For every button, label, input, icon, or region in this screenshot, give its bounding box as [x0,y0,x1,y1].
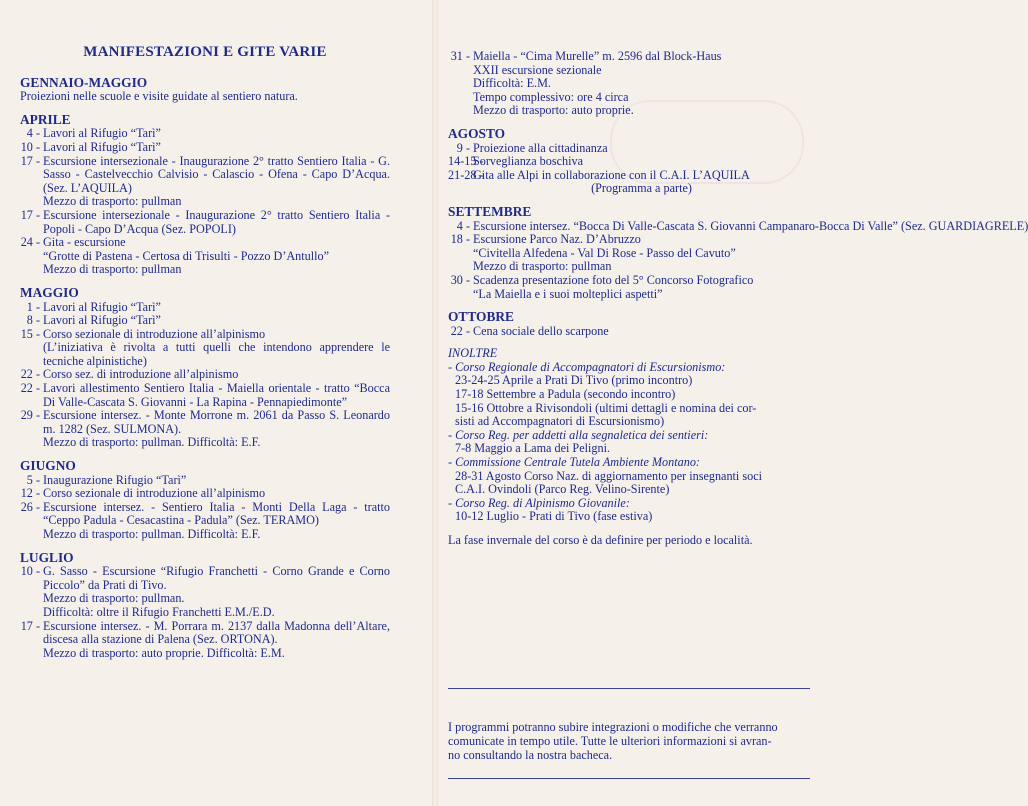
section-heading: AGOSTO [448,125,506,141]
event-line: “Civitella Alfedena - Val Di Rose - Passo del Cavuto” [473,245,736,260]
section-heading: APRILE [20,111,71,127]
event-line: “Grotte di Pastena - Certosa di Trisulti - Pozzo D’Antullo” [43,248,330,263]
event-line: Escursione Parco Naz. D’Abruzzo [473,232,641,247]
event-item [20,474,390,488]
event-date: 17 - [20,207,40,222]
event-line: Lavori allestimento Sentiero Italia - Maiella orientale - tratto “Bocca Di Valle-Cascata S. Giovanni - La Rapina - Pennapiedimonte” [43,381,390,409]
event-line: Cena sociale dello scarpone [473,323,609,338]
event-line: Inaugurazione Rifugio “Tarì” [43,472,187,487]
event-line: Difficoltà: oltre il Rifugio Franchetti E.M./E.D. [43,604,275,619]
left-column [20,46,390,669]
event-text [43,501,390,542]
event-text [43,368,390,382]
event-line: (Programma a parte) [591,181,692,196]
event-item [20,382,390,409]
event-line: Corso sez. di introduzione all’alpinismo [43,367,239,382]
event-item [20,155,390,209]
event-line: Lavori al Rifugio “Tarì” [43,139,161,154]
event-date: 4 - [456,218,470,233]
event-item [20,127,390,141]
event-item [20,209,390,236]
event-item [20,368,390,382]
event-text [43,328,390,369]
notice-line: comunicate in tempo utile. Tutte le ulteriori informazioni si avran- [448,734,772,748]
event-text [473,220,1028,234]
inoltre-item-line: sisti ad Accompagnatori di Escursionismo) [455,414,665,429]
event-line: Mezzo di trasporto: auto proprie. Difficoltà: E.M. [43,645,285,660]
event-line: Lavori al Rifugio “Tarì” [43,313,161,328]
event-text [43,565,390,619]
inoltre-item-line: 7-8 Maggio a Lama dei Peligni. [455,441,611,456]
event-text [473,155,810,169]
event-line: Gita - escursione [43,235,126,250]
section-heading: INOLTRE [448,346,498,361]
event-item [448,233,810,274]
inoltre-item-title: - Corso Reg. di Alpinismo Giovanile: [448,495,630,510]
section-gennaio-maggio [20,76,390,104]
section-inoltre [448,347,810,547]
event-date: 10 - [20,564,40,579]
event-line: (L’iniziativa è rivolta a tutti quelli che intendono apprendere le tecniche alpinistiche) [43,340,390,368]
event-text [43,127,390,141]
section-text: Proiezioni nelle scuole e visite guidate al sentiero natura. [20,89,298,104]
event-line: Lavori al Rifugio “Tarì” [43,299,161,314]
event-date: 22 - [20,381,40,396]
event-text [43,236,390,277]
event-line: Gita alle Alpi in collaborazione con il C.A.I. L’AQUILA [473,167,750,182]
event-line: G. Sasso - Escursione “Rifugio Franchetti - Corno Grande e Corno Piccolo” da Prati di Tivo. [43,564,390,592]
event-date: 12 - [20,486,40,501]
event-date: 10 - [20,139,40,154]
event-line: Mezzo di trasporto: pullman [43,262,182,277]
event-text [473,233,810,274]
event-line: Escursione intersezionale - Inaugurazione 2° tratto Sentiero Italia - Popoli - Capo D’Acqua (Sez. POPOLI) [43,207,390,236]
event-item [20,141,390,155]
event-item [448,274,810,301]
month-section [20,459,390,542]
page-fold [432,0,438,806]
event-line: Mezzo di trasporto: pullman. [43,591,185,606]
event-line: Escursione intersez. - M. Porrara m. 2137 dalla Madonna dell’Altare, discesa alla stazione di Palena (Sez. ORTONA). [43,618,390,647]
event-item [20,565,390,619]
event-text [43,409,390,450]
month-section [20,551,390,661]
event-line: Mezzo di trasporto: pullman [43,194,182,209]
section-heading: GIUGNO [20,458,76,474]
event-item [20,409,390,450]
event-item [448,142,810,156]
notice-box [448,720,810,762]
event-line: Corso sezionale di introduzione all’alpinismo [43,326,266,341]
event-line: Mezzo di trasporto: pullman. Difficoltà: E.F. [43,435,261,450]
event-line: Difficoltà: E.M. [473,76,551,91]
event-line: Escursione intersez. - Monte Morrone m. 2061 da Passo S. Leonardo m. 1282 (Sez. SULMONA). [43,408,390,436]
event-item [448,169,810,196]
event-line: XXII escursione sezionale [473,62,602,77]
page-title: MANIFESTAZIONI E GITE VARIE [83,44,327,60]
event-date: 17 - [20,153,40,168]
event-date: 14-15 - [448,154,484,169]
event-text [43,301,390,315]
event-date: 21-28 - [448,167,484,182]
notice-line: I programmi potranno subire integrazioni o modifiche che verranno [448,720,778,734]
inoltre-footer: La fase invernale del corso è da definire per periodo e località. [448,533,753,547]
section-heading: OTTOBRE [448,309,514,325]
event-item [448,50,810,118]
notice-line: no consultando la nostra bacheca. [448,748,613,762]
divider-top [448,688,810,689]
event-text [43,155,390,209]
event-date: 30 - [450,272,470,287]
event-item [448,218,1028,234]
event-text [43,141,390,155]
month-section [448,310,810,338]
event-date: 29 - [20,408,40,423]
event-text [473,274,810,301]
event-item [448,155,810,169]
event-line: Mezzo di trasporto: pullman [473,259,612,274]
event-line: Scadenza presentazione foto del 5° Concorso Fotografico [473,272,754,287]
inoltre-item-title: - Commissione Centrale Tutela Ambiente Montano: [448,455,700,470]
event-date: 26 - [20,499,40,514]
month-section [20,286,390,450]
event-date: 8 - [26,313,40,328]
event-text [43,209,390,236]
event-item [448,325,810,339]
event-item [20,236,390,277]
inoltre-item-line: 17-18 Settembre a Padula (secondo incontro) [455,387,676,402]
event-text [43,474,390,488]
right-column [448,49,1028,557]
event-date: 5 - [26,472,40,487]
event-text [473,50,810,118]
event-date: 4 - [26,126,40,141]
divider-bottom [448,778,810,779]
event-item [20,487,390,501]
event-text [473,325,810,339]
event-line: Tempo complessivo: ore 4 circa [473,89,629,104]
event-line: Sorveglianza boschiva [473,154,583,169]
section-heading: LUGLIO [20,549,74,565]
event-text [43,382,390,409]
inoltre-item-line: 23-24-25 Aprile a Prati Di Tivo (primo incontro) [455,373,693,388]
event-date: 18 - [450,232,470,247]
event-date: 22 - [450,323,470,338]
month-section [448,203,1028,301]
event-text [43,620,390,661]
event-line: Mezzo di trasporto: auto proprie. [473,103,634,118]
event-date: 17 - [20,618,40,633]
event-line: Corso sezionale di introduzione all’alpinismo [43,486,266,501]
event-date: 9 - [456,140,470,155]
event-item [20,328,390,369]
event-line: Lavori al Rifugio “Tarì” [43,126,161,141]
month-section [20,113,390,277]
event-item [20,314,390,328]
event-date: 15 - [20,326,40,341]
event-text [473,142,810,156]
event-line: Proiezione alla cittadinanza [473,140,608,155]
inoltre-item-title: - Corso Reg. per addetti alla segnaletica dei sentieri: [448,427,709,442]
event-continued [448,50,810,118]
section-heading: GENNAIO-MAGGIO [20,74,148,90]
event-text [473,169,810,196]
event-line: “La Maiella e i suoi molteplici aspetti” [473,286,663,301]
section-heading: MAGGIO [20,284,79,300]
event-item [20,620,390,661]
event-text [43,314,390,328]
event-date: 31 - [450,49,470,63]
inoltre-item-line: 10-12 Luglio - Prati di Tivo (fase estiva) [455,509,653,524]
event-line: Escursione intersezionale - Inaugurazione 2° tratto Sentiero Italia - G. Sasso - Castelvecchio Calvisio - Calascio - Ofena - Capo D’Acqua. (Sez. L’AQUILA) [43,153,390,195]
event-item [20,501,390,542]
event-line: Escursione intersez. - Sentiero Italia - Monti Della Laga - tratto “Ceppo Padula - Cesacastina - Padula” (Sez. TERAMO) [43,499,390,528]
inoltre-item-line: 15-16 Ottobre a Rivisondoli (ultimi dettagli e nomina dei cor- [455,400,757,415]
event-date: 1 - [26,299,40,314]
event-date: 22 - [20,367,40,382]
inoltre-item-title: - Corso Regionale di Accompagnatori di Escursionismo: [448,359,726,374]
inoltre-item-line: 28-31 Agosto Corso Naz. di aggiornamento per insegnanti soci [455,468,763,483]
event-line: Maiella - “Cima Murelle” m. 2596 dal Block-Haus [473,49,722,63]
event-item [20,301,390,315]
event-line: Mezzo di trasporto: pullman. Difficoltà: E.F. [43,527,261,541]
section-heading: SETTEMBRE [448,203,532,219]
event-text [43,487,390,501]
month-section [448,127,810,196]
inoltre-item-line: C.A.I. Ovindoli (Parco Reg. Velino-Sirente) [455,482,670,497]
event-date: 24 - [20,235,40,250]
event-line: Escursione intersez. “Bocca Di Valle-Cascata S. Giovanni Campanaro-Bocca Di Valle” (Sez. GUARDIAGRELE) [473,218,1028,233]
